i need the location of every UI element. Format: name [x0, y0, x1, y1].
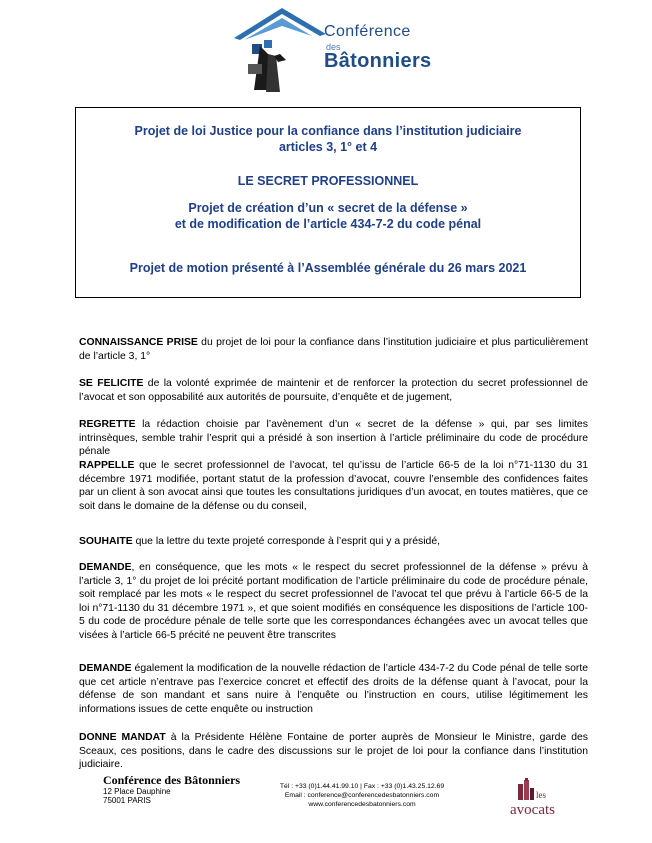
paragraph-lead: REGRETTE [79, 419, 136, 430]
paragraph-text: également la modification de la nouvelle rédaction de l’article 434-7-2 du Code pénal de telle sorte que cet article n’entrave pas l’exercice concret et effectif des droits de la défense quant à l’avocat, pour la défense de son mandant et sans nuire à l’enquête ou l’instruction en cours, utilise légitimement les informations issues de cette enquête ou instruction [79, 663, 588, 715]
paragraph-donne-mandat [79, 731, 588, 772]
paragraph-lead: RAPPELLE [79, 460, 135, 471]
paragraph-text: , en conséquence, que les mots « le respect du secret professionnel de la défense » prévu à l’article 3, 1° du projet de loi précité portant modification de l’article préliminaire du code de procédure pénale, soit remplacé par les mots « le respect du secret professionnel de l’avocat tel que prévu à l’article 66-5 de la loi n°71-1130 du 31 décembre 1971 », et que soient modifiés en conséquence les dispositions de l’article 100-5 du code de procédure pénale de telle sorte que les correspondances échangées avec un avocat telles que visées à l’article 66-5 précité ne peuvent être transcrites [79, 562, 588, 641]
paragraph-lead: DEMANDE [79, 562, 132, 573]
paragraph-lead: CONNAISSANCE PRISE [79, 337, 198, 348]
paragraph-lead: SOUHAITE [79, 536, 133, 547]
paragraph-text: à la Présidente Hélène Fontaine de porter auprès de Monsieur le Ministre, garde des Sceaux, ces positions, dans le cadre des discussions sur le projet de loi pour la confiance dans l’institution judiciaire. [79, 732, 588, 771]
paragraph-lead: DEMANDE [79, 663, 132, 674]
les-avocats-logo [508, 778, 568, 838]
footer-address-line-2: 75001 PARIS [103, 796, 151, 805]
paragraph-connaissance-prise [79, 336, 588, 363]
paragraph-souhaite [79, 535, 588, 549]
footer-address-line-1: 12 Place Dauphine [103, 787, 171, 796]
footer-email[interactable]: Email : conference@conferencedesbatonniers.com [284, 792, 440, 800]
bill-title: Projet de loi Justice pour la confiance dans l’institution judiciaire [134, 124, 522, 138]
footer-website[interactable]: www.conferencedesbatonniers.com [308, 801, 416, 809]
section-heading: LE SECRET PROFESSIONNEL [237, 174, 419, 188]
conference-logo [230, 4, 450, 94]
footer-contact [262, 782, 462, 810]
title-box [75, 107, 581, 298]
paragraph-text: de la volonté exprimée de maintenir et de renforcer la protection du secret professionnel de l’avocat et son opposabilité aux autorités de poursuite, d’enquête et de jugement, [79, 378, 588, 403]
avocats-logo-les: les [536, 790, 546, 800]
paragraph-text: que la lettre du texte projeté corresponde à l’esprit qui y a présidé, [132, 536, 440, 547]
logo-text-conference: Conférence [324, 23, 411, 40]
logo-text-batonniers: Bâtonniers [324, 50, 432, 72]
paragraph-text: du projet de loi pour la confiance dans l’institution judiciaire et plus particulièrement de l’article 3, 1° [79, 337, 589, 362]
footer-org-name: Conférence des Bâtonniers [103, 773, 241, 787]
subtitle-line-2: et de modification de l’article 434-7-2 du code pénal [174, 217, 482, 231]
logo-emblem-icon [230, 4, 330, 94]
avocats-emblem-icon [514, 778, 538, 802]
avocats-logo-word: avocats [510, 802, 555, 818]
logo-text-des: des [326, 42, 341, 52]
subtitle-line-1: Projet de création d’un « secret de la défense » [188, 201, 468, 215]
footer-phone-fax: Tél : +33 (0)1.44.41.99.10 | Fax : +33 (0)1.43.25.12.69 [279, 783, 445, 790]
paragraph-demande-1 [79, 561, 588, 643]
paragraph-text: que le secret professionnel de l’avocat, tel qu’issu de l’article 66-5 de la loi n°71-1130 du 31 décembre 1971 modifiée, portant statut de la profession d’avocat, couvre l’ensemble des confidences faites par un client à son avocat ainsi que toutes les consultations juridiques d’un avocat, en toutes matières, que ce soit dans le domaine de la défense ou du conseil, [79, 460, 588, 512]
paragraph-lead: SE FELICITE [79, 378, 144, 389]
footer-address [103, 773, 241, 805]
motion-title: Projet de motion présenté à l’Assemblée générale du 26 mars 2021 [129, 261, 527, 275]
paragraph-text: la rédaction choisie par l’avènement d’un « secret de la défense » qui, par ses limites intrinsèques, semble trahir l’esprit qui a présidé à son insertion à l’article préliminaire du code de procédure pénale [79, 419, 588, 458]
paragraph-rappelle [79, 459, 588, 513]
paragraph-demande-2 [79, 662, 588, 716]
paragraph-lead: DONNE MANDAT [79, 732, 166, 743]
paragraph-regrette [79, 418, 588, 459]
paragraph-se-felicite [79, 377, 588, 404]
bill-articles: articles 3, 1° et 4 [278, 140, 378, 154]
